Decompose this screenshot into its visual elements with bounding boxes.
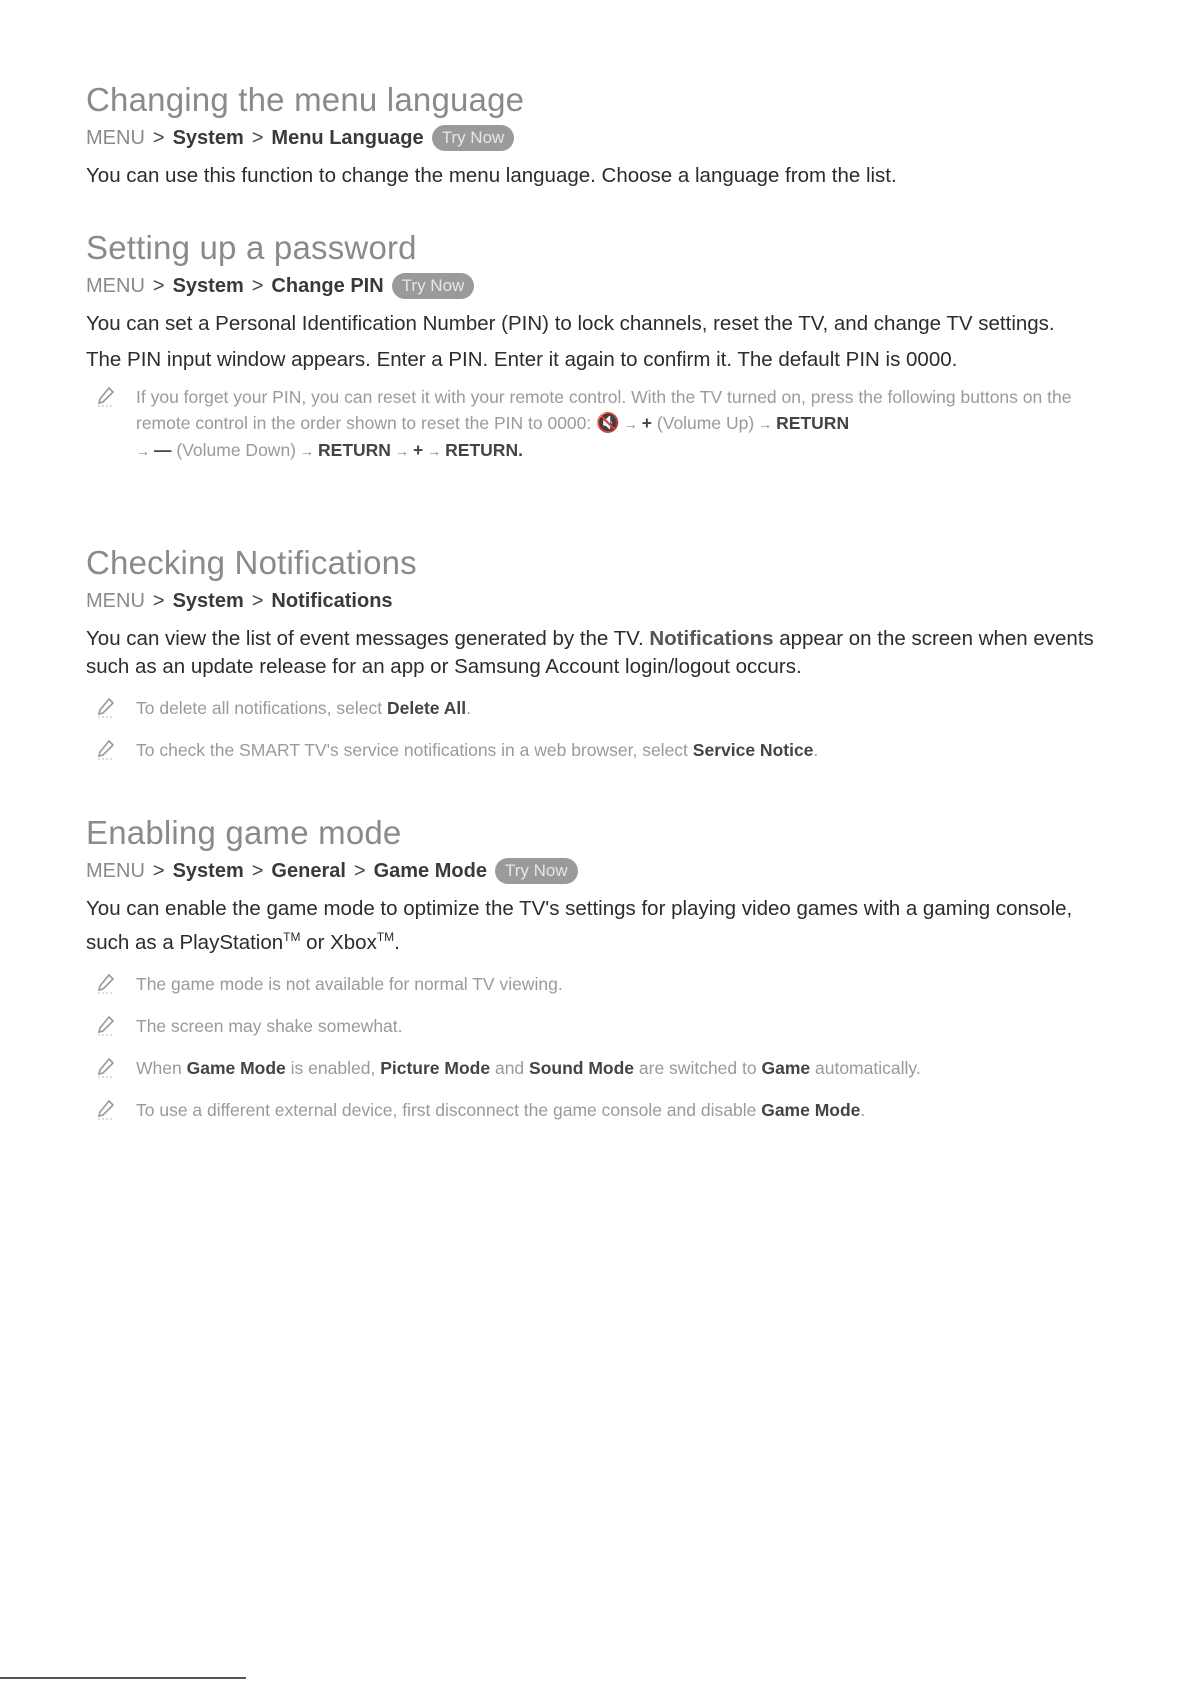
- path-root: MENU: [86, 590, 145, 612]
- path-item: Menu Language: [271, 127, 424, 149]
- note-text: The screen may shake somewhat.: [136, 1015, 403, 1036]
- section-menu-language: [86, 78, 1116, 226]
- chevron-right-icon: >: [251, 860, 264, 882]
- pencil-note-icon: [86, 971, 136, 995]
- chevron-right-icon: >: [353, 860, 366, 882]
- section-title: Changing the menu language: [86, 81, 525, 118]
- pencil-note-icon: [86, 1013, 136, 1037]
- section-password: [86, 226, 1116, 541]
- note-text: When Game Mode is enabled, Picture Mode and Sound Mode are switched to Game automatically.: [136, 1057, 921, 1078]
- menu-path: [86, 587, 1116, 615]
- pencil-note-icon: [86, 1097, 136, 1121]
- path-item: Change PIN: [271, 275, 384, 297]
- menu-path: [86, 857, 1116, 885]
- body-text: You can enable the game mode to optimize the TV's settings for playing video games with a gaming console, such as a PlayStation™ or Xbox™.: [86, 897, 1073, 954]
- path-root: MENU: [86, 127, 145, 149]
- arrow-right-icon: →: [136, 443, 150, 459]
- mute-icon: 🔇: [596, 413, 620, 434]
- note-text: The game mode is not available for normal TV viewing.: [136, 973, 563, 994]
- arrow-right-icon: →: [623, 416, 638, 432]
- try-now-button[interactable]: Try Now: [495, 858, 578, 884]
- note: [86, 1013, 1116, 1039]
- path-item: System: [172, 860, 244, 882]
- section-game-mode: [86, 811, 1116, 1123]
- path-item: Game Mode: [373, 860, 487, 882]
- section-title: Enabling game mode: [86, 814, 402, 851]
- section-title: Setting up a password: [86, 229, 417, 266]
- body-text: You can use this function to change the menu language. Choose a language from the list.: [86, 164, 897, 187]
- manual-page: [86, 78, 1116, 1123]
- note-text: To check the SMART TV's service notifications in a web browser, select Service Notice.: [136, 740, 819, 760]
- pencil-note-icon: [86, 737, 136, 761]
- arrow-right-icon: →: [758, 416, 773, 432]
- body-text: You can view the list of event messages generated by the TV. Notifications appear on the screen when events such as an update release for an app or Samsung Account login/logout occurs.: [86, 627, 1094, 678]
- note-text: To delete all notifications, select Delete All.: [136, 698, 471, 718]
- path-root: MENU: [86, 860, 145, 882]
- try-now-button[interactable]: Try Now: [432, 125, 515, 151]
- note: [86, 384, 1116, 464]
- footer-rule: [0, 1677, 246, 1679]
- chevron-right-icon: >: [152, 860, 165, 882]
- chevron-right-icon: >: [152, 275, 165, 297]
- chevron-right-icon: >: [251, 127, 264, 149]
- pencil-note-icon: [86, 384, 136, 408]
- chevron-right-icon: >: [152, 590, 165, 612]
- menu-path: [86, 272, 1116, 300]
- pencil-note-icon: [86, 695, 136, 719]
- note-text: If you forget your PIN, you can reset it with your remote control. With the TV turned on, press the following buttons on the remote control in the order shown to reset the PIN to 0000: 🔇 → + (Volume Up) → RETURN → — (Volume Down) → RETURN → + → RETURN.: [136, 387, 1072, 460]
- arrow-right-icon: →: [394, 443, 409, 459]
- path-item: System: [172, 275, 244, 297]
- arrow-right-icon: →: [427, 443, 442, 459]
- note: [86, 695, 1116, 721]
- chevron-right-icon: >: [251, 590, 264, 612]
- pencil-note-icon: [86, 1055, 136, 1079]
- note: [86, 1097, 1116, 1123]
- path-item: System: [172, 127, 244, 149]
- chevron-right-icon: >: [251, 275, 264, 297]
- note: [86, 971, 1116, 997]
- body-text: You can set a Personal Identification Number (PIN) to lock channels, reset the TV, and change TV settings.: [86, 312, 1055, 335]
- body-text: The PIN input window appears. Enter a PIN. Enter it again to confirm it. The default PIN is 0000.: [86, 348, 958, 371]
- try-now-button[interactable]: Try Now: [392, 273, 475, 299]
- arrow-right-icon: →: [300, 443, 315, 459]
- section-title: Checking Notifications: [86, 544, 417, 581]
- menu-path: [86, 124, 1116, 152]
- path-root: MENU: [86, 275, 145, 297]
- note: [86, 1055, 1116, 1081]
- note: [86, 737, 1116, 763]
- path-item: General: [271, 860, 346, 882]
- chevron-right-icon: >: [152, 127, 165, 149]
- path-item: Notifications: [271, 590, 393, 612]
- section-notifications: [86, 541, 1116, 811]
- path-item: System: [172, 590, 244, 612]
- note-text: To use a different external device, first disconnect the game console and disable Game Mode.: [136, 1099, 866, 1120]
